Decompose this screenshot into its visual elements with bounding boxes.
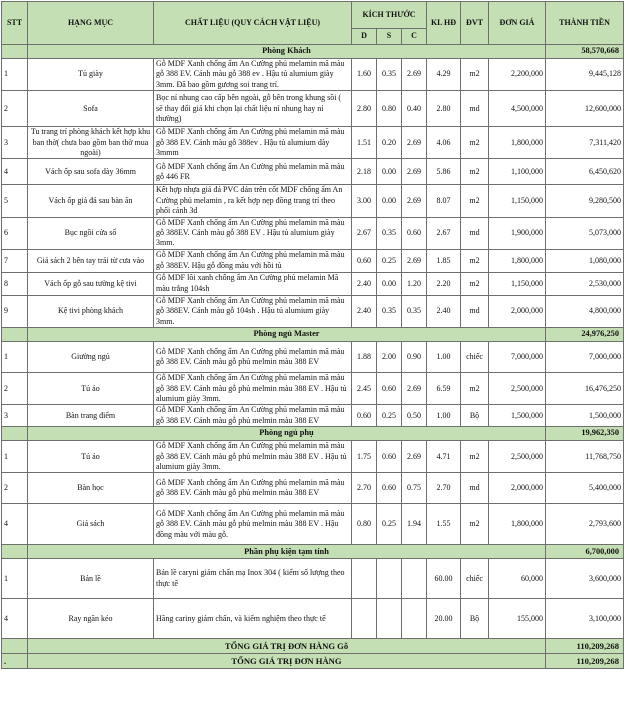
material-description: Gỗ MDF Xanh chống ẩm An Cường phủ melamin mã màu gỗ 446 FR [154,159,352,185]
unit: m2 [461,249,489,272]
unit-price: 2,500,000 [489,441,546,473]
header-s: S [377,29,402,45]
dim-d: 3.00 [352,185,377,217]
item-name: Giá sách 2 bên tay trái từ cưa vào [28,249,154,272]
dim-c: 2.69 [402,59,427,91]
unit: m2 [461,373,489,405]
header-dimensions: KÍCH THƯỚC [352,2,427,29]
header-quantity: KL HĐ [427,2,461,45]
unit: m2 [461,159,489,185]
grand-total-value: 110,209,268 [546,654,624,669]
amount: 5,073,000 [546,217,624,249]
unit-price: 1,800,000 [489,127,546,159]
amount: 2,793,600 [546,504,624,545]
section-row [2,545,624,559]
dim-s: 0.80 [377,91,402,127]
grand-total-row [2,639,624,654]
amount: 7,311,420 [546,127,624,159]
dim-s: 0.00 [377,159,402,185]
row-number: 7 [2,249,28,272]
section-title: Phòng Khách [28,45,546,59]
amount: 9,445,128 [546,59,624,91]
quantity: 1.00 [427,405,461,427]
table-row [2,159,624,185]
amount: 11,768,750 [546,441,624,473]
grand-total-label: TỔNG GIÁ TRỊ ĐƠN HÀNG [28,654,546,669]
dim-d [352,599,377,639]
grand-total-row [2,654,624,669]
material-description: Bản lề caryni giảm chấn mạ Inox 304 ( kiểm số lượng theo thực tế [154,559,352,599]
dim-d: 0.60 [352,249,377,272]
amount: 9,280,500 [546,185,624,217]
unit: md [461,473,489,504]
table-body [2,45,624,669]
dim-d: 2.18 [352,159,377,185]
header-amount: THÀNH TIỀN [546,2,624,45]
dim-d: 1.60 [352,59,377,91]
section-spacer [2,328,28,342]
unit: m2 [461,441,489,473]
table-row [2,504,624,545]
unit: m2 [461,504,489,545]
unit-price: 1,900,000 [489,217,546,249]
dim-d: 2.70 [352,473,377,504]
unit-price: 1,800,000 [489,504,546,545]
dim-d: 2.67 [352,217,377,249]
material-description: Gỗ MDF Xanh chống ẩm An Cường phủ melamin mã màu gỗ 388 EV. Cánh màu gỗ phủ melmin màu 388 EV . Hậu đồng màu với màu gỗ. [154,504,352,545]
unit: Bộ [461,405,489,427]
dim-c: 0.40 [402,91,427,127]
dim-c: 0.50 [402,405,427,427]
dim-c [402,599,427,639]
row-number: 2 [2,373,28,405]
dim-d: 2.80 [352,91,377,127]
material-description: Gỗ MDF Xanh chống ẩm An Cường phủ melamin mã màu gỗ 388 EV. Cánh màu gỗ 388ev . Hậu tủ alumium dày 3mmm [154,127,352,159]
material-description: Bọc nỉ nhung cao cấp bên ngoài, gỗ bên trong khung sồi ( sẽ thay đổi giá khi chọn lại chất liệu nỉ nhung hay nỉ thường) [154,91,352,127]
table-row [2,342,624,373]
dim-d: 1.88 [352,342,377,373]
material-description: Gỗ MDF Xanh chống ẩm An Cường phủ melamin mã màu gỗ 388EV. Hậu gỗ đồng màu với hồi tủ [154,249,352,272]
quantity: 6.59 [427,373,461,405]
dim-c: 2.69 [402,159,427,185]
quantity: 5.86 [427,159,461,185]
dim-s: 0.60 [377,473,402,504]
item-name: Vách ốp giả đá sau bàn ăn [28,185,154,217]
unit: m2 [461,59,489,91]
quantity: 2.80 [427,91,461,127]
material-description: Gỗ MDF lõi xanh chống ẩm An Cường phủ melamin Mã màu trắng 104sh [154,272,352,295]
row-number: 3 [2,405,28,427]
section-title: Phần phụ kiện tạm tính [28,545,546,559]
unit-price: 2,200,000 [489,59,546,91]
section-row [2,328,624,342]
row-number: 2 [2,91,28,127]
amount: 3,100,000 [546,599,624,639]
item-name: Giá sách [28,504,154,545]
item-name: Vách ốp sau sofa dày 36mm [28,159,154,185]
table-row [2,473,624,504]
item-name: Ray ngăn kéo [28,599,154,639]
material-description: Gỗ MDF Xanh chống ẩm An Cường phủ melamin mã màu gỗ 388 EV. Cánh màu gỗ phủ melmin màu 388 EV [154,405,352,427]
row-number: 2 [2,473,28,504]
quotation-table [1,1,624,669]
material-description: Gỗ MDF Xanh chống ẩm An Cường phủ melamin mã màu gỗ 388 EV. Cánh màu gỗ phủ melmin màu 388 EV [154,473,352,504]
amount: 7,000,000 [546,342,624,373]
header-c: C [402,29,427,45]
amount: 12,600,000 [546,91,624,127]
section-total: 19,962,350 [546,427,624,441]
dim-s: 0.25 [377,405,402,427]
amount: 2,530,000 [546,272,624,295]
unit: m2 [461,185,489,217]
dim-c: 0.75 [402,473,427,504]
table-row [2,405,624,427]
section-total: 24,976,250 [546,328,624,342]
unit: Bộ [461,599,489,639]
table-row [2,91,624,127]
table-row [2,217,624,249]
total-marker [2,639,28,654]
dim-c: 2.69 [402,127,427,159]
quantity: 4.29 [427,59,461,91]
item-name: Kệ tivi phòng khách [28,295,154,327]
dim-s: 0.20 [377,127,402,159]
dim-c: 2.69 [402,249,427,272]
dim-s: 0.25 [377,249,402,272]
dim-d: 2.45 [352,373,377,405]
dim-s: 0.00 [377,272,402,295]
unit: md [461,217,489,249]
unit-price: 1,150,000 [489,272,546,295]
dim-d: 0.80 [352,504,377,545]
row-number: 8 [2,272,28,295]
item-name: Giường ngủ [28,342,154,373]
material-description: Gỗ MDF Xanh chống ẩm An Cường phủ melamin mã màu gỗ 388 EV. Cánh màu gỗ 388 ev . Hậu tủ alumium giày 3mm. Đã bao gồm gương soi trang trí. [154,59,352,91]
dim-d: 1.75 [352,441,377,473]
section-spacer [2,545,28,559]
table-row [2,373,624,405]
unit-price: 2,000,000 [489,295,546,327]
section-title: Phòng ngủ phụ [28,427,546,441]
row-number: 4 [2,504,28,545]
unit-price: 60,000 [489,559,546,599]
amount: 1,500,000 [546,405,624,427]
row-number: 5 [2,185,28,217]
material-description: Gỗ MDF Xanh chống ẩm An Cường phủ melamin mã màu gỗ 388EV. Cánh màu gỗ 388 EV . Hậu tủ alumium giày 3mm. [154,217,352,249]
unit-price: 1,500,000 [489,405,546,427]
item-name: Bàn trang điểm [28,405,154,427]
header-stt: STT [2,2,28,45]
quantity: 8.07 [427,185,461,217]
item-name: Tủ áo [28,373,154,405]
header-unit: ĐVT [461,2,489,45]
header-d: D [352,29,377,45]
table-row [2,441,624,473]
table-row [2,185,624,217]
row-number: 6 [2,217,28,249]
dim-s: 0.00 [377,185,402,217]
dim-s: 0.35 [377,217,402,249]
dim-d: 2.40 [352,272,377,295]
dim-c: 1.20 [402,272,427,295]
section-row [2,427,624,441]
item-name: Sofa [28,91,154,127]
section-total: 6,700,000 [546,545,624,559]
unit-price: 4,500,000 [489,91,546,127]
quantity: 20.00 [427,599,461,639]
header-item: HẠNG MỤC [28,2,154,45]
row-number: 3 [2,127,28,159]
dim-s: 2.00 [377,342,402,373]
row-number: 4 [2,159,28,185]
item-name: Bàn học [28,473,154,504]
table-row [2,599,624,639]
section-total: 58,570,668 [546,45,624,59]
unit-price: 2,500,000 [489,373,546,405]
dim-s [377,599,402,639]
unit: chiếc [461,342,489,373]
row-number: 9 [2,295,28,327]
item-name: Tu trang trí phòng khách kết hợp khu ban thờ( chưa bao gồm ban thờ mua ngoài) [28,127,154,159]
dim-d: 0.60 [352,405,377,427]
amount: 4,800,000 [546,295,624,327]
quantity: 2.67 [427,217,461,249]
section-title: Phòng ngủ Master [28,328,546,342]
table-header [2,2,624,45]
unit: chiếc [461,559,489,599]
dim-d: 2.40 [352,295,377,327]
quantity: 4.06 [427,127,461,159]
grand-total-label: TỔNG GIÁ TRỊ ĐƠN HÀNG Gỗ [28,639,546,654]
quantity: 60.00 [427,559,461,599]
amount: 16,476,250 [546,373,624,405]
item-name: Bục ngồi cửa sổ [28,217,154,249]
unit-price: 7,000,000 [489,342,546,373]
amount: 3,600,000 [546,559,624,599]
row-number: 1 [2,342,28,373]
material-description: Gỗ MDF Xanh chống ẩm An Cường phủ melamin mã màu gỗ 388 EV. Cánh màu gỗ phủ melmin màu 388 EV . Hậu tủ alumium giày 3mm. [154,373,352,405]
dim-c: 1.94 [402,504,427,545]
dim-c: 0.60 [402,217,427,249]
dim-c: 0.90 [402,342,427,373]
table-row [2,295,624,327]
unit-price: 1,100,000 [489,159,546,185]
quantity: 2.20 [427,272,461,295]
material-description: Gỗ MDF Xanh chống ẩm An Cường phủ melamin mã màu gỗ 388 EV. Cánh màu gỗ phủ melmin màu 388 EV [154,342,352,373]
dim-d [352,559,377,599]
unit-price: 1,150,000 [489,185,546,217]
unit: md [461,91,489,127]
quantity: 4.71 [427,441,461,473]
material-description: Kết hợp nhựa giả đá PVC dán trên cốt MDF chống ẩm An Cường phủ melamin , ra kết hợp nẹp đồng trang trí theo phối cảnh 3d [154,185,352,217]
total-marker: . [2,654,28,669]
table-row [2,249,624,272]
grand-total-value: 110,209,268 [546,639,624,654]
material-description: Hãng cariny giảm chấn, và kiểm nghiệm theo thực tế [154,599,352,639]
amount: 6,450,620 [546,159,624,185]
unit: m2 [461,272,489,295]
row-number: 1 [2,59,28,91]
section-spacer [2,427,28,441]
dim-s: 0.25 [377,504,402,545]
item-name: Bản lề [28,559,154,599]
item-name: Vách ốp gỗ sau tường kệ tivi [28,272,154,295]
dim-c: 0.35 [402,295,427,327]
amount: 1,080,000 [546,249,624,272]
dim-c: 2.69 [402,185,427,217]
dim-c [402,559,427,599]
table-row [2,59,624,91]
material-description: Gỗ MDF Xanh chống ẩm An Cường phủ melamin mã màu gỗ 388 EV. Cánh màu gỗ phủ melmin màu 388 EV . Hậu tủ alumium giày 3mm. [154,441,352,473]
quantity: 2.40 [427,295,461,327]
dim-s: 0.35 [377,59,402,91]
unit-price: 1,800,000 [489,249,546,272]
header-material: CHẤT LIỆU (QUY CÁCH VẬT LIỆU) [154,2,352,45]
quantity: 1.55 [427,504,461,545]
item-name: Tủ áo [28,441,154,473]
quantity: 1.85 [427,249,461,272]
unit-price: 2,000,000 [489,473,546,504]
quantity: 2.70 [427,473,461,504]
row-number: 1 [2,441,28,473]
row-number: 4 [2,599,28,639]
row-number: 1 [2,559,28,599]
dim-c: 2.69 [402,441,427,473]
dim-d: 1.51 [352,127,377,159]
dim-s: 0.60 [377,441,402,473]
unit: m2 [461,127,489,159]
unit: md [461,295,489,327]
item-name: Tủ giày [28,59,154,91]
section-row [2,45,624,59]
table-row [2,559,624,599]
unit-price: 155,000 [489,599,546,639]
material-description: Gỗ MDF Xanh chống ẩm An Cường phủ melamin mã màu gỗ 388EV. Cánh màu gỗ 104sh . Hậu tủ alumium giày 3mm. [154,295,352,327]
section-spacer [2,45,28,59]
table-row [2,272,624,295]
dim-c: 2.69 [402,373,427,405]
table-row [2,127,624,159]
dim-s: 0.35 [377,295,402,327]
dim-s: 0.60 [377,373,402,405]
amount: 5,400,000 [546,473,624,504]
quantity: 1.00 [427,342,461,373]
header-unit-price: ĐƠN GIÁ [489,2,546,45]
dim-s [377,559,402,599]
